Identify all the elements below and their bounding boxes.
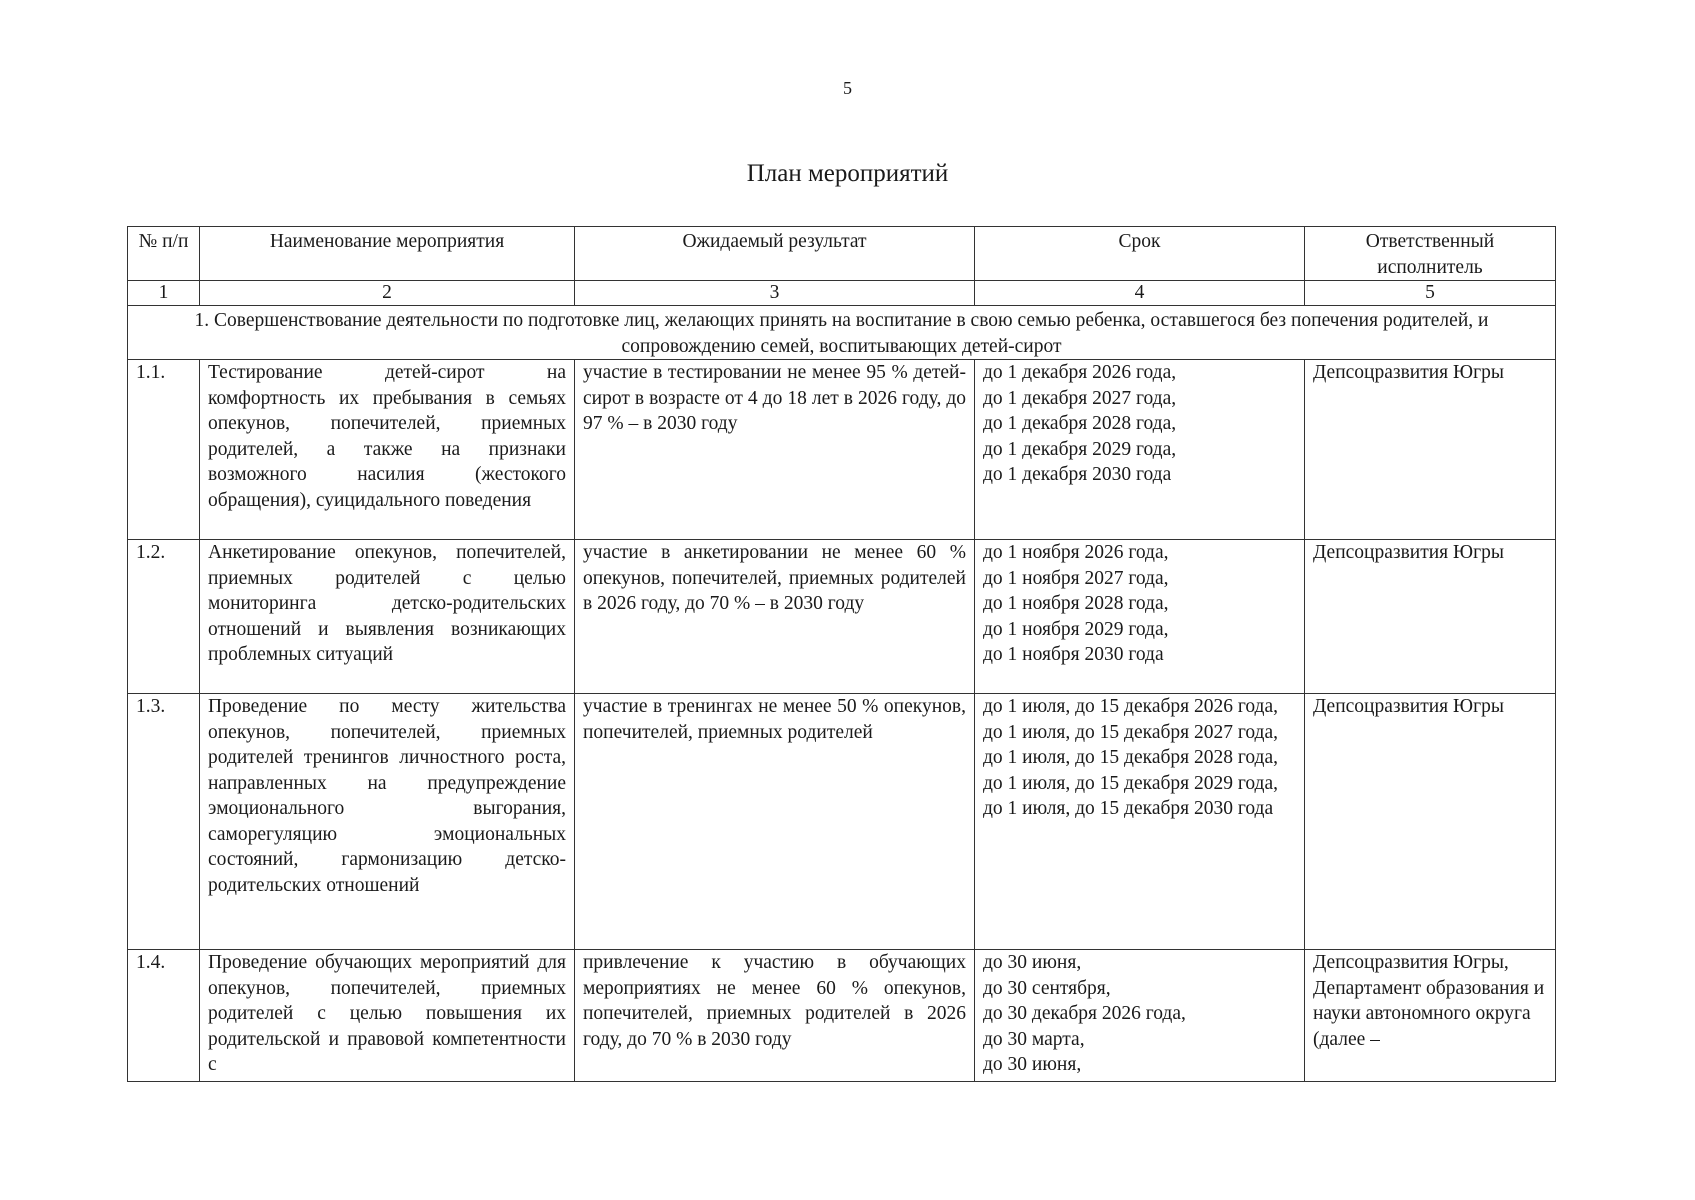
deadline-line: до 30 июня,: [983, 1054, 1082, 1075]
header-responsible: Ответственный исполнитель: [1305, 227, 1556, 281]
deadline-line: до 1 июля, до 15 декабря 2030 года: [983, 798, 1274, 819]
expected-result: участие в тестировании не менее 95 % детей-сирот в возрасте от 4 до 18 лет в 2026 году, до 97 % – в 2030 году: [575, 360, 975, 540]
column-number: 4: [975, 281, 1305, 306]
deadline-line: до 1 декабря 2027 года,: [983, 387, 1177, 409]
expected-result: привлечение к участию в обучающих мероприятиях не менее 60 % опекунов, попечителей, приемных родителей в 2026 году, до 70 % в 2030 году: [575, 950, 975, 1082]
row-number: 1.3.: [128, 694, 200, 950]
document-title: План мероприятий: [746, 160, 949, 187]
table-header-row: [128, 227, 1556, 281]
deadline-line: до 1 июля, до 15 декабря 2028 года,: [983, 747, 1279, 768]
deadline-line: до 1 ноября 2028 года,: [983, 593, 1169, 614]
activity-name: Анкетирование опекунов, попечителей, приемных родителей с целью мониторинга детско-родительских отношений и выявления возникающих проблемных ситуаций: [200, 540, 575, 694]
responsible: Депсоцразвития Югры, Департамент образования и науки автономного округа (далее –: [1305, 950, 1556, 1082]
table-row: [128, 950, 1556, 1082]
deadline-line: до 1 ноября 2027 года,: [983, 567, 1169, 589]
deadline: [975, 540, 1305, 694]
column-number-row: [128, 281, 1556, 306]
column-number: 5: [1305, 281, 1556, 306]
deadline-line: до 1 ноября 2029 года,: [983, 618, 1169, 640]
deadline-line: до 1 декабря 2029 года,: [983, 438, 1177, 460]
table-row: [128, 360, 1556, 540]
column-number: 1: [128, 281, 200, 306]
activity-name: Проведение обучающих мероприятий для опекунов, попечителей, приемных родителей с целью повышения их родительской и правовой компетентности с: [200, 950, 575, 1082]
column-number: 3: [575, 281, 975, 306]
header-number: № п/п: [128, 227, 200, 281]
deadline-line: до 1 июля, до 15 декабря 2027 года,: [983, 721, 1279, 743]
section-row: [128, 306, 1556, 360]
deadline: [975, 360, 1305, 540]
header-deadline: Срок: [975, 227, 1305, 281]
row-number: 1.2.: [128, 540, 200, 694]
deadline-line: до 1 ноября 2030 года: [983, 644, 1164, 665]
deadline: [975, 694, 1305, 950]
deadline-line: до 1 декабря 2026 года,: [983, 362, 1177, 383]
action-plan-table: [127, 226, 1556, 1082]
deadline-line: до 30 декабря 2026 года,: [983, 1003, 1186, 1024]
table-row: [128, 540, 1556, 694]
page-number: 5: [843, 78, 852, 98]
deadline-line: до 1 декабря 2030 года: [983, 464, 1172, 485]
deadline-line: до 30 марта,: [983, 1028, 1085, 1050]
expected-result: участие в анкетировании не менее 60 % опекунов, попечителей, приемных родителей в 2026 году, до 70 % – в 2030 году: [575, 540, 975, 694]
deadline-line: до 1 июля, до 15 декабря 2026 года,: [983, 696, 1279, 717]
deadline-line: до 30 июня,: [983, 952, 1082, 973]
responsible: Депсоцразвития Югры: [1305, 360, 1556, 540]
deadline-line: до 1 июля, до 15 декабря 2029 года,: [983, 772, 1279, 794]
row-number: 1.4.: [128, 950, 200, 1082]
header-activity-name: Наименование мероприятия: [200, 227, 575, 281]
table-row: [128, 694, 1556, 950]
responsible: Депсоцразвития Югры: [1305, 540, 1556, 694]
deadline: [975, 950, 1305, 1082]
row-number: 1.1.: [128, 360, 200, 540]
column-number: 2: [200, 281, 575, 306]
expected-result: участие в тренингах не менее 50 % опекунов, попечителей, приемных родителей: [575, 694, 975, 950]
deadline-line: до 30 сентября,: [983, 977, 1111, 999]
responsible: Депсоцразвития Югры: [1305, 694, 1556, 950]
header-expected-result: Ожидаемый результат: [575, 227, 975, 281]
activity-name: Проведение по месту жительства опекунов, попечителей, приемных родителей тренингов личностного роста, направленных на предупреждение эмоционального выгорания, саморегуляцию эмоциональных состояний, гармонизацию детско-родительских отношений: [200, 694, 575, 950]
activity-name: Тестирование детей-сирот на комфортность их пребывания в семьях опекунов, попечителей, приемных родителей, а также на признаки возможного насилия (жестокого обращения), суицидального поведения: [200, 360, 575, 540]
deadline-line: до 1 декабря 2028 года,: [983, 413, 1177, 434]
section-title: 1. Совершенствование деятельности по подготовке лиц, желающих принять на воспитание в свою семью ребенка, оставшегося без попечения родителей, и сопровождению семей, воспитывающих детей-сирот: [128, 306, 1556, 360]
deadline-line: до 1 ноября 2026 года,: [983, 542, 1169, 563]
